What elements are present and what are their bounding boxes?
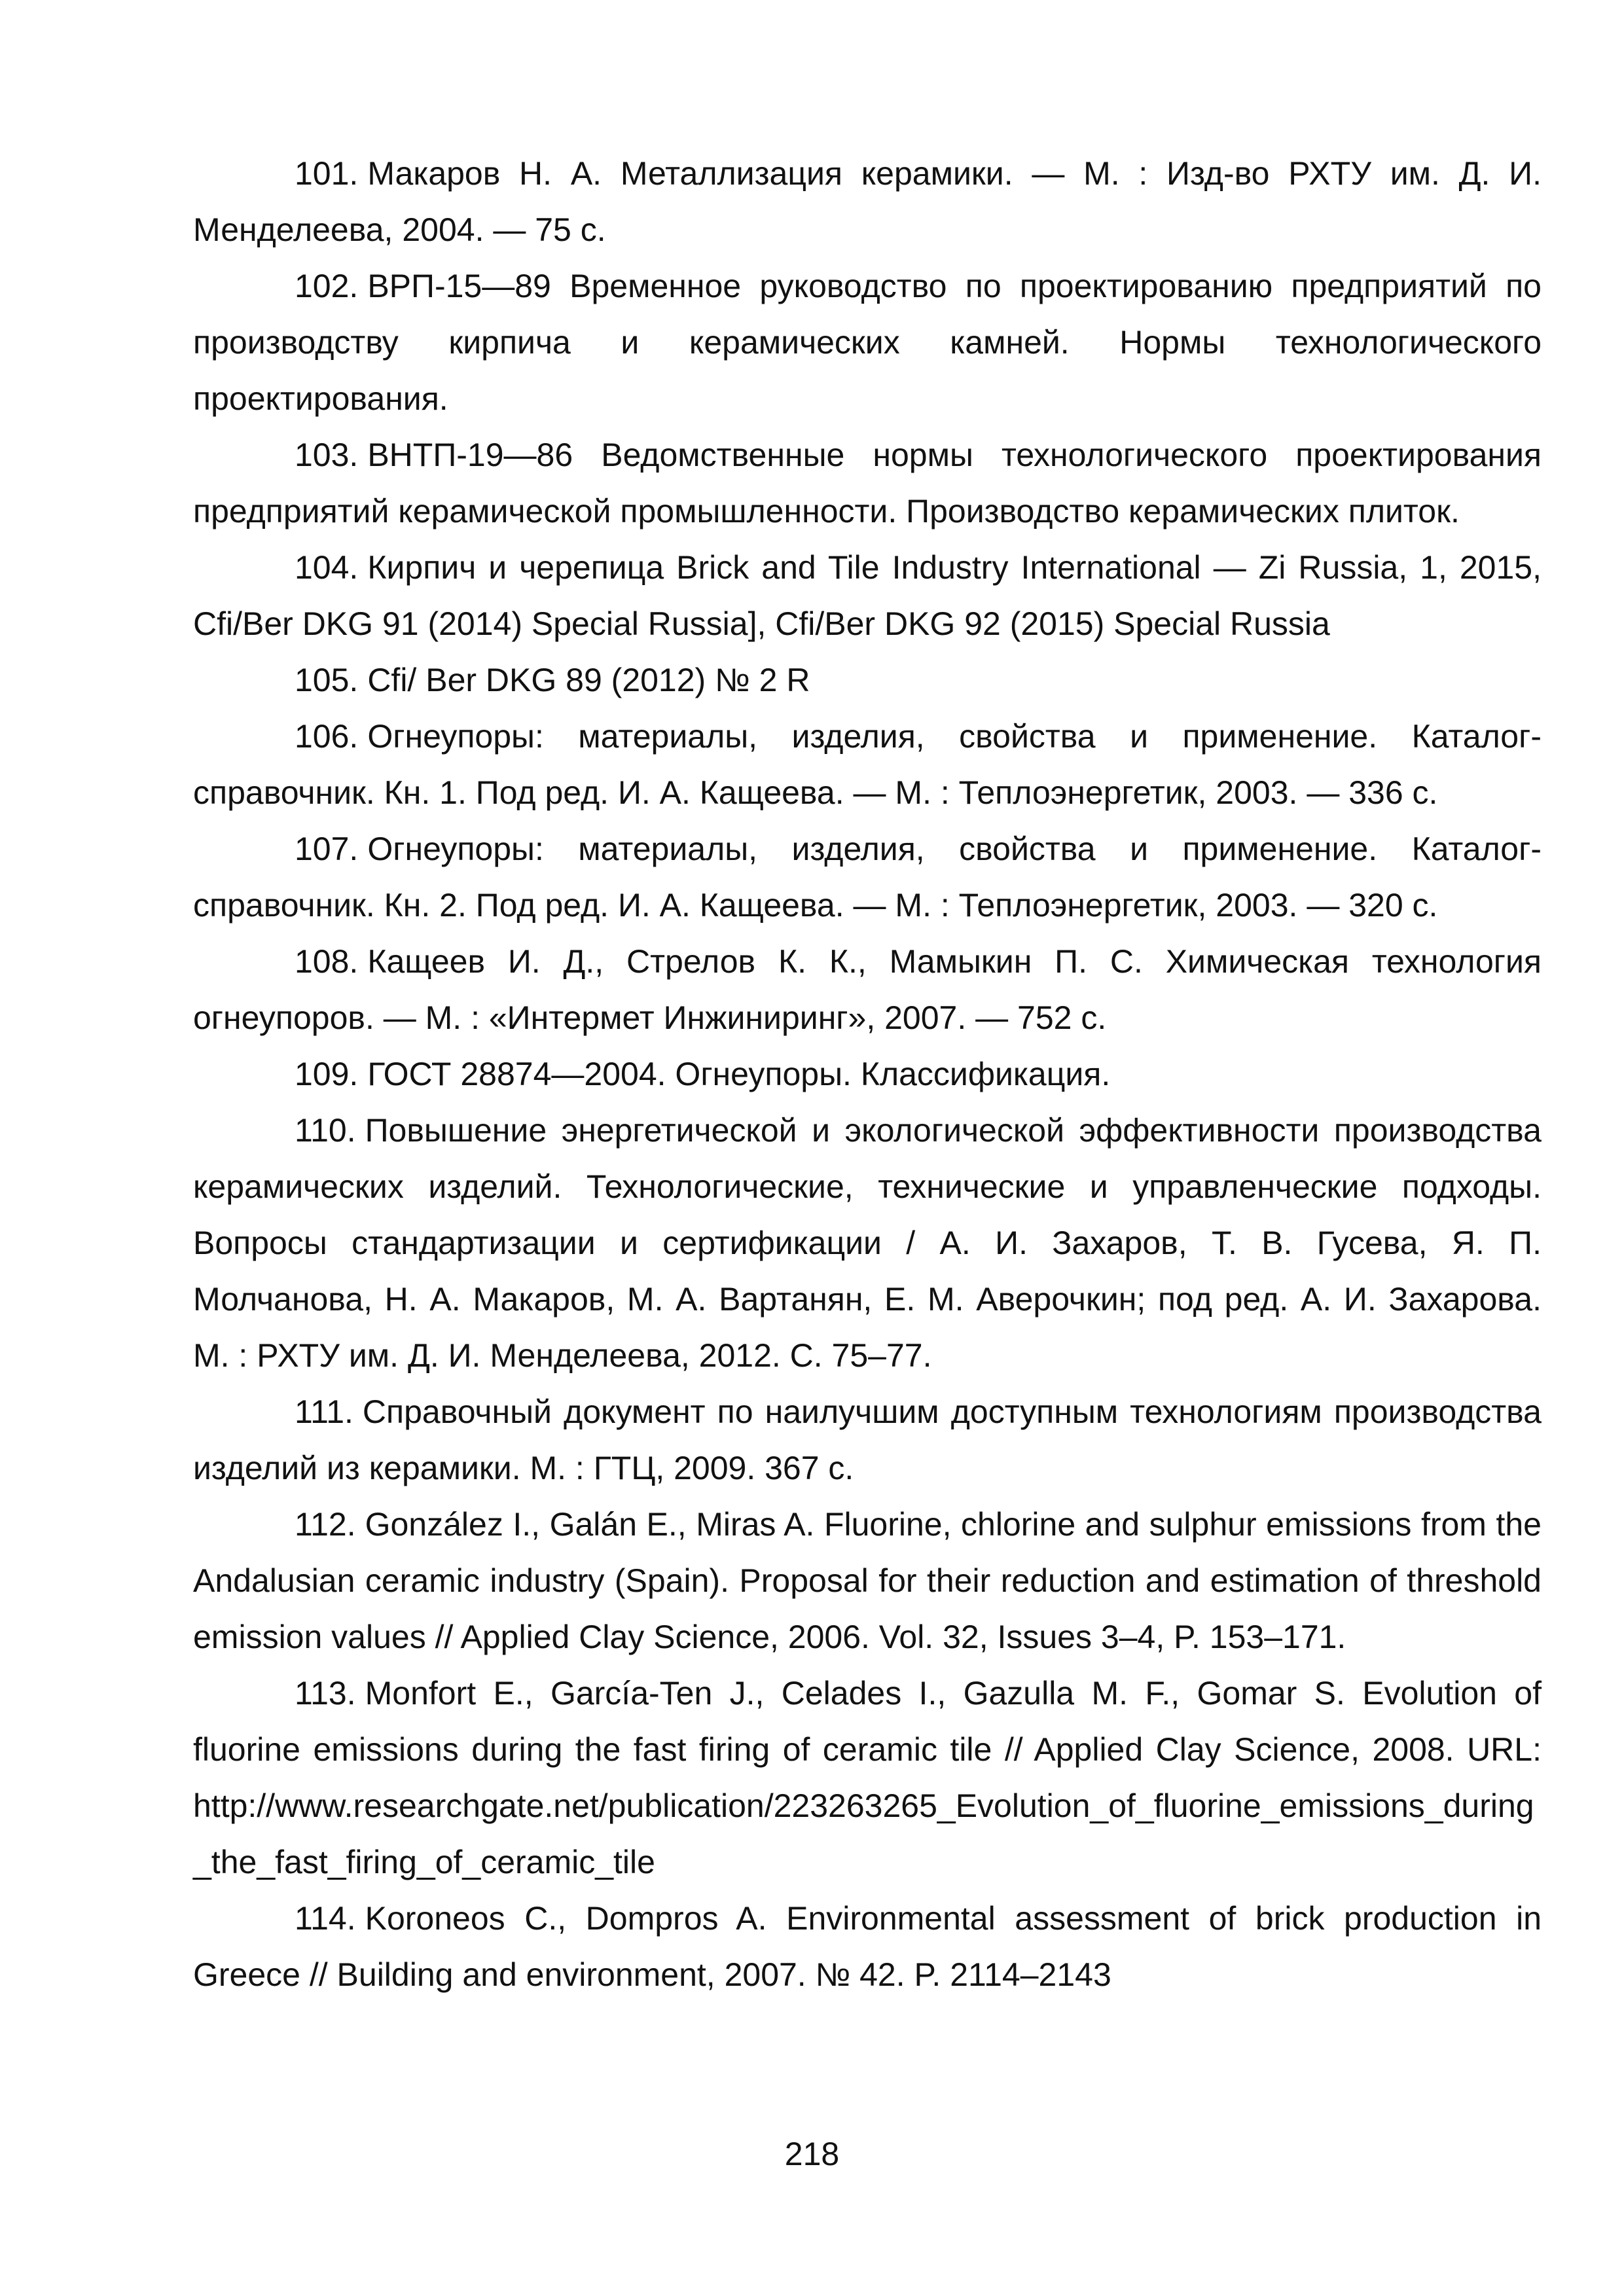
reference-text: Огнеупоры: материалы, изделия, свойства и применение. Каталог-справочник. Кн. 1. Под ред. И. А. Кащеева. — М. : Теплоэнергетик, 2003. — 336 с. — [193, 718, 1542, 811]
reference-number: 110. — [295, 1112, 356, 1149]
reference-item — [193, 258, 1542, 427]
reference-item — [193, 1102, 1542, 1384]
reference-number: 106. — [295, 718, 359, 755]
reference-item — [193, 1384, 1542, 1496]
reference-item — [193, 145, 1542, 258]
reference-number: 113. — [295, 1675, 356, 1712]
reference-item — [193, 1496, 1542, 1665]
reference-item — [193, 708, 1542, 821]
reference-item — [193, 1046, 1542, 1102]
reference-number: 107. — [295, 831, 359, 867]
reference-text: Кирпич и черепица Brick and Tile Industry International — Zi Russia, 1, 2015, Cfi/Ber DKG 91 (2014) Special Russia], Cfi/Ber DKG 92 (2015) Special Russia — [193, 549, 1542, 642]
reference-text: Повышение энергетической и экологической эффективности производства керамических изделий. Технологические, технические и управленческие подходы. Вопросы стандартизации и сертификации / А. И. Захаров, Т. В. Гусева, Я. П. Молчанова, Н. А. Макаров, М. А. Вартанян, Е. М. Аверочкин; под ред. А. И. Захарова. М. : РХТУ им. Д. И. Менделеева, 2012. С. 75–77. — [193, 1112, 1542, 1374]
reference-number: 101. — [295, 155, 359, 192]
reference-number: 104. — [295, 549, 359, 586]
reference-text: Cfi/ Ber DKG 89 (2012) № 2 R — [367, 662, 810, 698]
reference-text: ВРП-15—89 Временное руководство по проектированию предприятий по производству кирпича и керамических камней. Нормы технологического проектирования. — [193, 268, 1542, 417]
reference-text: González I., Galán E., Miras A. Fluorine, chlorine and sulphur emissions from the Andalusian ceramic industry (Spain). Proposal for their reduction and estimation of threshold emission values // Applied Clay Science, 2006. Vol. 32, Issues 3–4, P. 153–171. — [193, 1506, 1542, 1655]
reference-number: 109. — [295, 1056, 359, 1092]
reference-number: 103. — [295, 437, 359, 473]
reference-text: Кащеев И. Д., Стрелов К. К., Мамыкин П. С. Химическая технология огнеупоров. — М. : «Интермет Инжиниринг», 2007. — 752 с. — [193, 943, 1542, 1036]
reference-item — [193, 539, 1542, 652]
reference-number: 108. — [295, 943, 359, 980]
reference-number: 111. — [295, 1393, 353, 1430]
page-number: 218 — [784, 2136, 840, 2172]
reference-text: Справочный документ по наилучшим доступным технологиям производства изделий из керамики. М. : ГТЦ, 2009. 367 с. — [193, 1393, 1542, 1486]
reference-text: Koroneos C., Dompros A. Environmental assessment of brick production in Greece // Building and environment, 2007. № 42. P. 2114–2143 — [193, 1900, 1542, 1993]
reference-item — [193, 1665, 1542, 1890]
reference-item — [193, 1890, 1542, 2003]
reference-number: 102. — [295, 268, 359, 304]
reference-text: ВНТП-19—86 Ведомственные нормы технологического проектирования предприятий керамической промышленности. Производство керамических плиток. — [193, 437, 1542, 529]
reference-text: ГОСТ 28874—2004. Огнеупоры. Классификация. — [367, 1056, 1111, 1092]
reference-item — [193, 821, 1542, 933]
reference-item — [193, 933, 1542, 1046]
reference-text: Огнеупоры: материалы, изделия, свойства и применение. Каталог-справочник. Кн. 2. Под ред. И. А. Кащеева. — М. : Теплоэнергетик, 2003. — 320 с. — [193, 831, 1542, 924]
reference-list — [193, 145, 1542, 2003]
reference-text: Макаров Н. А. Металлизация керамики. — М. : Изд-во РХТУ им. Д. И. Менделеева, 2004. — 75 с. — [193, 155, 1542, 248]
reference-number: 114. — [295, 1900, 356, 1937]
reference-text: Monfort E., García-Ten J., Celades I., Gazulla M. F., Gomar S. Evolution of fluorine emissions during the fast firing of ceramic tile // Applied Clay Science, 2008. URL: http://www.researchgate.net/publication/223263265_Evolution_of_fluorine_emissions_during_the_fast_firing_of_ceramic_tile — [193, 1675, 1542, 1880]
reference-number: 105. — [295, 662, 359, 698]
reference-number: 112. — [295, 1506, 356, 1543]
reference-item — [193, 427, 1542, 539]
reference-item — [193, 652, 1542, 708]
